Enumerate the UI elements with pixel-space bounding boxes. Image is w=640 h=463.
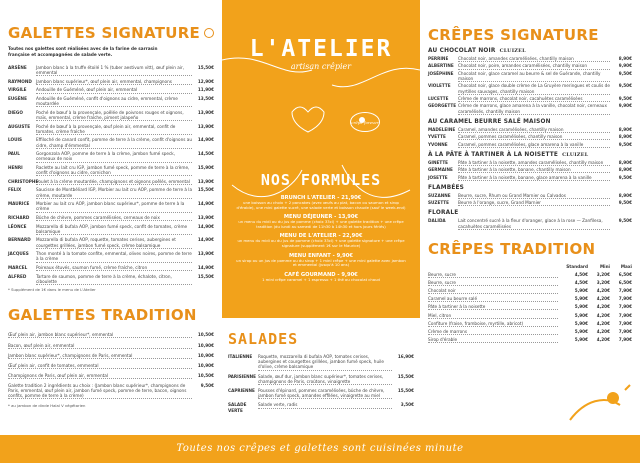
galette-row bbox=[8, 201, 214, 212]
galette-tradition-row bbox=[8, 373, 214, 379]
galette-desc: Mozzarella di bufala AOP, roquette, tomates cerises, aubergines et courgettes grillées, jambon fumé speck, crème balsamique bbox=[36, 237, 192, 248]
salades-panel bbox=[222, 318, 420, 435]
crepe-name: GERMAINE bbox=[428, 167, 453, 173]
crepe-section-heading bbox=[428, 119, 632, 125]
galette-tradition-price: 10,50€ bbox=[197, 373, 214, 379]
col-maxi: Maxi bbox=[620, 263, 632, 269]
crepe-tradition-standard: 5,90€ bbox=[574, 312, 588, 318]
formule-desc: un sirop ou un jus de pomme ou du sirop + 1 mini crêpe + une mini galette avec jambon et emmental (jusqu'à 10 ans) bbox=[236, 257, 406, 268]
galette-name: JACQUES bbox=[8, 251, 29, 257]
galettes-signature-footnote: * Supplément de 1€ dans le menu de L'Atelier bbox=[8, 287, 96, 293]
crepe-price: 9,50€ bbox=[618, 174, 632, 180]
col-mini: Mini bbox=[599, 263, 610, 269]
crepe-tradition-label: Miel, citron bbox=[428, 313, 558, 319]
crepe-row bbox=[428, 134, 632, 140]
crepe-tradition-row bbox=[428, 313, 632, 319]
galette-tradition-row bbox=[8, 353, 214, 359]
galette-row bbox=[8, 124, 214, 135]
galette-name: LÉONCE bbox=[8, 223, 27, 229]
galette-tradition-desc: Bacon, œuf plein air, emmental bbox=[8, 343, 192, 349]
crepe-tradition-mini: 4,20€ bbox=[596, 320, 610, 326]
galette-name: CHRISTOPHE bbox=[8, 178, 39, 184]
crepe-section-heading bbox=[428, 185, 632, 191]
crepes-tradition-list bbox=[428, 272, 632, 344]
galette-name: LOUIS bbox=[8, 137, 23, 143]
crepe-row bbox=[428, 142, 632, 148]
crepe-row bbox=[428, 83, 632, 94]
salade-name: SALADE VERTE bbox=[228, 402, 247, 413]
galette-desc: Thon monté à la tomate confite, emmental, olives noires, pomme de terre à la crème bbox=[36, 251, 192, 262]
galette-price: 13,90€ bbox=[197, 214, 214, 220]
galette-name: EUGÈNE bbox=[8, 95, 27, 101]
crepe-desc: Caramel, pommes caramélisées, chantilly maison bbox=[458, 134, 610, 140]
crepe-tradition-standard: 5,90€ bbox=[574, 329, 588, 335]
galette-tradition-price: 10,50€ bbox=[197, 332, 214, 338]
salade-price: 16,90€ bbox=[397, 354, 414, 359]
galette-row bbox=[8, 110, 214, 121]
formules-title: NOS FORMULES bbox=[260, 171, 382, 189]
crepe-illustration bbox=[565, 380, 635, 430]
crepe-section-title: AU CARAMEL BEURRE SALÉ MAISON bbox=[428, 118, 551, 125]
crepe-tradition-maxi: 7,90€ bbox=[618, 288, 632, 294]
crepe-row bbox=[428, 96, 632, 102]
galette-row bbox=[8, 265, 214, 271]
crepe-tradition-standard: 5,90€ bbox=[574, 296, 588, 302]
galette-row bbox=[8, 237, 214, 248]
crepe-desc: Beurre, sucre, Rhum ou Grand Marnier ou Calvados bbox=[458, 193, 610, 199]
galette-desc: Tartare de saumon, pomme de terre à la crème, échalote, citron, ciboulette bbox=[36, 274, 192, 285]
galette-price: 15,50€ bbox=[197, 65, 214, 70]
galette-name: ARSÈNE bbox=[8, 65, 27, 70]
formule-title: MENU DÉJEUNER - 13,90€ bbox=[283, 214, 359, 221]
galette-price: 15,50€ bbox=[197, 187, 214, 193]
galette-row bbox=[8, 274, 214, 285]
crepe-section-title: FLORALE bbox=[428, 210, 459, 217]
galette-price: 13,90€ bbox=[197, 178, 214, 184]
crepe-name: GEORGETTE bbox=[428, 103, 457, 109]
galette-desc: Raclette au lait cru IGP, jambon fumé speck, pomme de terre à la crème, confit d'oignons au cidre, cornichon bbox=[36, 165, 192, 176]
crepe-tradition-mini: 4,20€ bbox=[596, 312, 610, 318]
formule-desc: un menu du midi ou du jus de pomme (choix 33cl) + une galette signature + une crêpe signature (supplément 1€ sur le Maurice) bbox=[237, 238, 405, 248]
crepe-desc: Chocolat noir, amandes caramélisées, chantilly maison bbox=[458, 56, 610, 62]
formule-desc: un menu du midi ou du jus de pomme (choix 33cl) + une galette tradition + une crêpe tradition (du lundi au samedi de 11h30 à 14h30 et hors jours fériés) bbox=[238, 219, 404, 229]
galette-row bbox=[8, 151, 214, 162]
crepe-name: VIOLETTE bbox=[428, 83, 451, 89]
galette-tradition-desc: Œuf plein air, confit de tomates, emmental bbox=[8, 363, 192, 369]
crepe-desc: Chocolat noir, glace caramel au beurre & sel de Guérande, chantilly maison bbox=[458, 71, 610, 82]
crepe-tradition-maxi: 7,90€ bbox=[618, 304, 632, 310]
galettes-tradition-footnote: * au jambon de dinde Halal V végétarien bbox=[8, 403, 86, 409]
galette-desc: Jambon blanc supérieur*, œuf plein air, emmental, champignons bbox=[36, 79, 192, 85]
crepe-tradition-label: Pâte à tartiner à la noisette bbox=[428, 304, 558, 310]
galette-price: 13,90€ bbox=[197, 251, 214, 257]
galette-price: 13,90€ bbox=[197, 109, 214, 115]
right-column bbox=[420, 0, 640, 435]
galette-desc: Andouille de Guéméné, confit d'oignons au cidre, emmental, crème moutardée bbox=[36, 96, 192, 107]
crepe-row bbox=[428, 103, 632, 114]
salades-list bbox=[228, 354, 414, 413]
crepe-section-heading bbox=[428, 152, 632, 158]
galette-price: 15,90€ bbox=[197, 164, 214, 170]
crepe-tradition-standard: 5,90€ bbox=[574, 288, 588, 294]
galette-row bbox=[8, 224, 214, 235]
crepe-section-list bbox=[428, 193, 632, 207]
galette-name: PAUL bbox=[8, 151, 20, 157]
galette-row bbox=[8, 137, 214, 148]
crepe-desc: Caramel, amandes caramélisées, chantilly maison bbox=[458, 127, 610, 133]
salade-row bbox=[228, 354, 414, 371]
crepe-tradition-maxi: 6,50€ bbox=[618, 271, 632, 277]
crepe-price: 9,50€ bbox=[618, 83, 632, 89]
galette-row bbox=[8, 251, 214, 262]
crepe-desc: Crème de marrons, glace amarena à la vanille, chocolat noir, cerneaux caramélisés, chantilly maison bbox=[458, 103, 610, 114]
galette-desc: Jambon blanc à la truffe étoilé 1 % (tuber aestivum vitt), œuf plein air, emmental bbox=[36, 65, 192, 76]
crepe-row bbox=[428, 160, 632, 166]
salade-row bbox=[228, 374, 414, 385]
crepe-tradition-maxi: 6,50€ bbox=[618, 279, 632, 285]
galette-desc: Effiloché de canard confit, pomme de terre à la crème, confit d'oignons au cidre, champ d'émmental bbox=[36, 137, 192, 148]
salade-price: 15,50€ bbox=[397, 388, 414, 394]
crepe-name: GINETTE bbox=[428, 159, 449, 165]
crepe-section-title: À LA PÂTE À TARTINER À LA NOISETTE bbox=[428, 151, 559, 158]
galette-name: MARCEL bbox=[8, 264, 28, 270]
crepe-section-title: FLAMBÉES bbox=[428, 184, 465, 191]
formule-desc: 1 mini crêpe caramel + 1 espresso + 1 thé ou chocolat chaud bbox=[262, 276, 380, 282]
crepe-section-list bbox=[428, 56, 632, 115]
galette-tradition-desc: Œuf plein air, jambon blanc supérieur*, emmental bbox=[8, 332, 192, 338]
galette-desc: Bûche de chèvre, pommes caramélisées, cerneaux de noix bbox=[36, 215, 192, 221]
crepe-desc: Beurre à l'orange, sucre, Grand Marnier bbox=[458, 200, 610, 206]
galette-name: BERNARD bbox=[8, 237, 31, 243]
crepe-tradition-row bbox=[428, 288, 632, 294]
crepe-tradition-label: Confiture (fraise, framboise, myrtille, abricot) bbox=[428, 321, 558, 327]
salade-name: PARISIENNE bbox=[228, 373, 257, 379]
crepe-price: 9,50€ bbox=[618, 95, 632, 101]
crepe-tradition-label: Sirop d'érable bbox=[428, 337, 558, 343]
crepe-tradition-standard: 4,50€ bbox=[574, 279, 588, 285]
galette-price: 14,90€ bbox=[197, 137, 214, 143]
crepe-section-heading bbox=[428, 210, 632, 216]
crepe-row bbox=[428, 167, 632, 173]
crepe-badge: crêpe forever bbox=[351, 119, 379, 125]
salade-row bbox=[228, 388, 414, 399]
crepe-section-list bbox=[428, 127, 632, 148]
galette-price: 14,50€ bbox=[197, 151, 214, 157]
galette-tradition-desc: Champignons de Paris, œuf plein air, emmental bbox=[8, 373, 192, 379]
crepe-name: JOSÉPHINE bbox=[428, 70, 454, 76]
galette-row bbox=[8, 179, 214, 185]
galette-desc: Andouille de Guéméné, œuf plein air, emmental bbox=[36, 87, 192, 93]
galette-tradition-price: 9,50€ bbox=[200, 383, 214, 389]
crepe-tradition-maxi: 7,90€ bbox=[618, 329, 632, 335]
galette-desc: Poché de bœuf à la provençale, œuf plein air, emmental, confit de tomates, crème fraîche bbox=[36, 124, 192, 135]
galette-tradition-row bbox=[8, 332, 214, 338]
crepe-price: 8,90€ bbox=[618, 126, 632, 132]
crepe-price: 9,90€ bbox=[618, 63, 632, 69]
formule-title: MENU DE L'ATELIER - 22,90€ bbox=[279, 233, 363, 240]
galette-price: 15,50€ bbox=[197, 273, 214, 279]
galette-desc: Morbier au lait cru AOP, jambon blanc supérieur*, pomme de terre à la crème bbox=[36, 201, 192, 212]
crepe-section-heading bbox=[428, 48, 632, 54]
salade-price: 15,50€ bbox=[397, 373, 414, 379]
galette-price: 14,90€ bbox=[197, 201, 214, 207]
galette-row bbox=[8, 87, 214, 93]
crepe-name: YVETTE bbox=[428, 134, 446, 140]
crepe-desc: Chocolat noir, poire, amandes caramélisées, chantilly maison bbox=[458, 63, 610, 69]
galette-name: AUGUSTE bbox=[8, 123, 31, 129]
formule-desc: une boisson au choix + 2 pancakes (avec œufs au plat, bacon ou saumon et sirop d'érable), une mini galette sucré, une salade verte et boisson chaude (sauf le week-end) bbox=[236, 200, 406, 210]
galette-name: RAYMOND bbox=[8, 78, 32, 84]
galette-tradition-price: 10,90€ bbox=[197, 342, 214, 348]
galette-name: VIRGILE bbox=[8, 87, 27, 93]
galette-name: FELIX bbox=[8, 187, 22, 193]
crepe-row bbox=[428, 127, 632, 133]
crepe-price: 9,50€ bbox=[618, 200, 632, 206]
galette-tradition-desc: Jambon blanc supérieur*, champignons de Paris, emmental bbox=[8, 353, 192, 359]
crepe-tradition-mini: 4,20€ bbox=[596, 296, 610, 302]
crepe-desc: Caramel, pommes caramélisées, glace amarena à la vanille bbox=[458, 142, 610, 148]
galette-row bbox=[8, 215, 214, 221]
crepe-row bbox=[428, 218, 632, 229]
crepe-name: PERRINE bbox=[428, 56, 449, 61]
crepe-section-brand: CLUIZEL bbox=[562, 151, 589, 158]
crepe-price: 9,50€ bbox=[618, 141, 632, 147]
crepe-tradition-label: Caramel au beurre salé bbox=[428, 296, 558, 302]
galettes-signature-list bbox=[8, 65, 214, 285]
galette-desc: Poulet à la crème moutardée, champignons et oignons poêlés, emmental bbox=[36, 179, 192, 185]
crepe-row bbox=[428, 200, 632, 206]
atelier-logo-subtitle: artisan crêpier bbox=[290, 62, 352, 71]
salade-name: ITALIENNE bbox=[228, 354, 253, 359]
crepe-tradition-row bbox=[428, 296, 632, 302]
galette-name: HENRI bbox=[8, 164, 23, 170]
crepe-section-list bbox=[428, 160, 632, 181]
formule-title: BRUNCH L'ATELIER - 21,90€ bbox=[280, 195, 362, 201]
crepe-desc: Pâte à tartiner à la noisette, banane, glace amarena à la vanille bbox=[458, 175, 610, 181]
galette-price: 12,90€ bbox=[197, 78, 214, 84]
formule-title: MENU ENFANT - 9,90€ bbox=[289, 252, 353, 259]
crepe-name: SUZETTE bbox=[428, 200, 449, 206]
crepe-tradition-mini: 4,20€ bbox=[596, 329, 610, 335]
crepe-tradition-maxi: 7,90€ bbox=[618, 312, 632, 318]
crepe-tradition-maxi: 7,90€ bbox=[618, 296, 632, 302]
galette-name: RICHARD bbox=[8, 214, 30, 220]
galette-name: DIEGO bbox=[8, 109, 23, 115]
crepe-price: 9,90€ bbox=[618, 103, 632, 109]
crepe-price: 8,90€ bbox=[618, 56, 632, 61]
crepe-name: YVONNE bbox=[428, 141, 448, 147]
crepe-price: 8,90€ bbox=[618, 192, 632, 198]
galette-tradition-row bbox=[8, 383, 214, 399]
galette-tradition-price: 10,90€ bbox=[197, 362, 214, 368]
crepe-desc: Chocolat noir, glace double crème de La Gruyère meringues et coulis de myrtilles sauvages, chantilly maison bbox=[458, 83, 610, 94]
crepe-desc: Crème de marrons, chocolat noir, cacahuètes caramélisées bbox=[458, 96, 610, 102]
crepe-price: 8,90€ bbox=[618, 167, 632, 173]
crepe-tradition-row bbox=[428, 280, 632, 286]
galette-row bbox=[8, 187, 214, 198]
crepe-tradition-label: Beurre, sucre bbox=[428, 272, 558, 278]
crepes-signature-list bbox=[428, 48, 632, 230]
crepe-row bbox=[428, 71, 632, 82]
crepe-tradition-mini: 3,20€ bbox=[596, 271, 610, 277]
galette-row bbox=[8, 79, 214, 85]
crepe-tradition-mini: 4,20€ bbox=[596, 337, 610, 343]
galette-price: 13,50€ bbox=[197, 95, 214, 101]
galettes-intro: Toutes nos galettes sont réalisées avec de la farine de sarrasin française et accompagnées de salade verte. bbox=[8, 46, 158, 57]
galettes-signature-title: GALETTES SIGNATURE bbox=[8, 24, 201, 42]
crepe-tradition-standard: 5,90€ bbox=[574, 320, 588, 326]
crepe-row bbox=[428, 63, 632, 69]
center-panel bbox=[222, 0, 420, 318]
crepe-row bbox=[428, 175, 632, 181]
galettes-tradition-title: GALETTES TRADITION bbox=[8, 306, 197, 325]
crepe-tradition-row bbox=[428, 321, 632, 327]
crepe-name: MADELEINE bbox=[428, 126, 456, 132]
galette-price: 13,90€ bbox=[197, 123, 214, 129]
atelier-logo-title: L'ATELIER bbox=[249, 36, 393, 62]
col-standard: Standard bbox=[566, 263, 588, 269]
crepe-tradition-maxi: 7,90€ bbox=[618, 320, 632, 326]
galette-desc: Gorgonzola AOP, pomme de terre à la crème, jambon fumé speck, cerneaux de noix bbox=[36, 151, 192, 162]
galette-price: 14,90€ bbox=[197, 237, 214, 243]
crepe-row bbox=[428, 56, 632, 62]
salade-desc: Salade, œuf dur, jambon blanc supérieur*, tomates cerises, champignons de Paris, croûtons, vinaigrette bbox=[258, 374, 392, 385]
crepe-section-brand: CLUIZEL bbox=[499, 48, 526, 54]
crepes-tradition-title: CRÊPES TRADITION bbox=[428, 239, 596, 258]
galettes-tradition-list bbox=[8, 332, 214, 399]
salade-row bbox=[228, 402, 414, 412]
galette-row bbox=[8, 65, 214, 76]
galette-desc: Poché de bœuf à la provençale, poêlée de poivrons rouges et oignons, maïs, emmental, crème fraîche, piment jalapeño bbox=[36, 110, 192, 121]
crepes-signature-title: CRÊPES SIGNATURE bbox=[428, 26, 599, 44]
crepe-name: LUCETTE bbox=[428, 95, 449, 101]
galette-tradition-desc: Galette tradition 2 ingrédients au choix : (Jambon blanc supérieur*, champignons de Paris, emmental, œuf plein air, jambon fumé speck, pomme de terre, bacon, oignons confits, pomme de terre à la crème) bbox=[8, 383, 192, 399]
crepe-desc: Pâte à tartiner à la noisette, banane, chantilly maison bbox=[458, 167, 610, 173]
crepe-price: 8,90€ bbox=[618, 159, 632, 165]
galette-desc: Saucisse de Montbéliard IGP, Morbier au lait cru AOP, pomme de terre à la crème, moutarde bbox=[36, 187, 193, 198]
crepe-name: DALIDA bbox=[428, 218, 446, 224]
galette-row bbox=[8, 165, 214, 176]
galette-tradition-price: 10,90€ bbox=[197, 352, 214, 358]
crepe-name: JOSETTE bbox=[428, 174, 448, 180]
crepe-tradition-label: Crème de marrons bbox=[428, 329, 558, 335]
crepe-tradition-row bbox=[428, 329, 632, 335]
crepe-row bbox=[428, 193, 632, 199]
crepe-desc: Lait concentré sucré à la fleur d'oranger, glace à la rose — Zanfilesa, cacahuètes caramélisées bbox=[458, 218, 610, 229]
galette-tradition-row bbox=[8, 343, 214, 349]
galette-price: 14,90€ bbox=[197, 264, 214, 270]
salade-desc: Roquette, mozzarella di bufala AOP, tomates cerises, aubergines et courgettes grillées, jambon fumé speck, huile d'olive, crème balsamique bbox=[258, 354, 392, 371]
salade-desc: Salade verte, radis bbox=[258, 402, 392, 408]
formule-title: CAFÉ GOURMAND - 9,90€ bbox=[284, 271, 358, 278]
salade-desc: Pousses d'épinard, pommes caramélisées, bûche de chèvre, jambon fumé speck, amandes effilées, vinaigrette au miel bbox=[258, 388, 392, 399]
crepe-tradition-label: Chocolat noir bbox=[428, 288, 558, 294]
crepe-name: ALBERTINE bbox=[428, 63, 454, 69]
galette-tradition-row bbox=[8, 363, 214, 369]
crepe-price: 9,50€ bbox=[618, 70, 632, 76]
crepe-tradition-mini: 3,20€ bbox=[596, 279, 610, 285]
crepe-tradition-maxi: 7,90€ bbox=[618, 337, 632, 343]
galette-name: ALFRED bbox=[8, 273, 27, 279]
footer-banner: Toutes nos crêpes et galettes sont cuisinées minute bbox=[0, 435, 640, 463]
galette-desc: Mozzarella di bufala AOP, jambon fumé speck, confit de tomates, crème balsamique bbox=[36, 224, 192, 235]
crepe-section-title: AU CHOCOLAT NOIR bbox=[428, 48, 496, 54]
crepe-tradition-standard: 4,50€ bbox=[574, 271, 588, 277]
crepe-tradition-mini: 4,20€ bbox=[596, 288, 610, 294]
crepe-tradition-mini: 4,20€ bbox=[596, 304, 610, 310]
left-column bbox=[0, 0, 222, 435]
salade-price: 3,50€ bbox=[400, 402, 414, 408]
crepe-tradition-row bbox=[428, 272, 632, 278]
crepe-tradition-row bbox=[428, 337, 632, 343]
galette-price: 11,90€ bbox=[197, 87, 214, 93]
galette-row bbox=[8, 96, 214, 107]
galette-price: 14,90€ bbox=[197, 223, 214, 229]
crepe-tradition-label: Beurre, sucre bbox=[428, 280, 558, 286]
crepe-price: 9,50€ bbox=[618, 218, 632, 224]
crepe-tradition-row bbox=[428, 304, 632, 310]
crepe-tradition-standard: 5,90€ bbox=[574, 304, 588, 310]
salade-name: CAPRIENNE bbox=[228, 388, 255, 394]
crepe-section-list bbox=[428, 218, 632, 229]
crepe-price: 8,90€ bbox=[618, 134, 632, 140]
crepe-desc: Pâte à tartiner à la noisette, amandes caramélisées, chantilly maison bbox=[458, 160, 610, 166]
galette-name: MAURICE bbox=[8, 201, 30, 207]
vegetarian-icon bbox=[204, 28, 214, 38]
galette-desc: Poireaux étuvés, saumon fumé, crème fraîche, citron bbox=[36, 265, 192, 271]
crepe-name: SUZANNE bbox=[428, 192, 451, 198]
salades-title: SALADES bbox=[228, 330, 299, 348]
decorative-lines bbox=[222, 0, 420, 318]
crepe-tradition-standard: 5,90€ bbox=[574, 337, 588, 343]
